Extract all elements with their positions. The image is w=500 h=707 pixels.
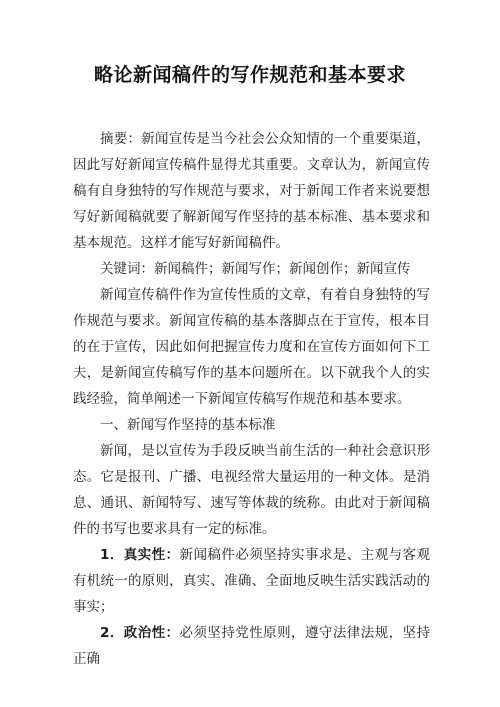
section-heading: 一、新闻写作坚持的基本标准 (100, 417, 276, 433)
list-item-text: 必须坚持党性原则，遵守法律法规，坚持正确 (73, 625, 430, 667)
abstract-paragraph: 摘要：新闻宣传是当今社会公众知情的一个重要渠道，因此写好新闻宣传稿件显得尤其重要。文章认为，新闻宣传稿有自身独特的写作规范与要求，对于新闻工作者来说要想写好新闻稿就要了解新闻写作坚持的基本标准、基本要求和基本规范。这样才能写好新闻稿件。 (73, 131, 430, 251)
intro-paragraph: 新闻宣传稿件作为宣传性质的文章，有着自身独特的写作规范与要求。新闻宣传稿的基本落脚点在于宣传，根本目的在于宣传，因此如何把握宣传力度和在宣传方面如何下工夫，是新闻宣传稿写作的基本问题所在。以下就我个人的实践经验，简单阐述一下新闻宣传稿写作规范和基本要求。 (73, 287, 430, 407)
list-item-truthfulness (73, 542, 430, 620)
list-item-label: 2．政治性： (100, 625, 180, 641)
list-item-political (73, 620, 430, 672)
document-body (73, 126, 430, 672)
section-paragraph: 新闻，是以宣传为手段反映当前生活的一种社会意识形态。它是报刊、广播、电视经常大量运用的一种文体。是消息、通讯、新闻特写、速写等体裁的统称。由此对于新闻稿件的书写也要求具有一定的标准。 (73, 443, 430, 537)
list-item-text: 新闻稿件必须坚持实事求是、主观与客观有机统一的原则，真实、准确、全面地反映生活实践活动的事实； (73, 547, 430, 615)
document-title: 略论新闻稿件的写作规范和基本要求 (93, 64, 406, 86)
keywords-paragraph: 关键词：新闻稿件；新闻写作；新闻创作；新闻宣传 (100, 261, 411, 277)
list-item-label: 1．真实性： (100, 547, 180, 563)
